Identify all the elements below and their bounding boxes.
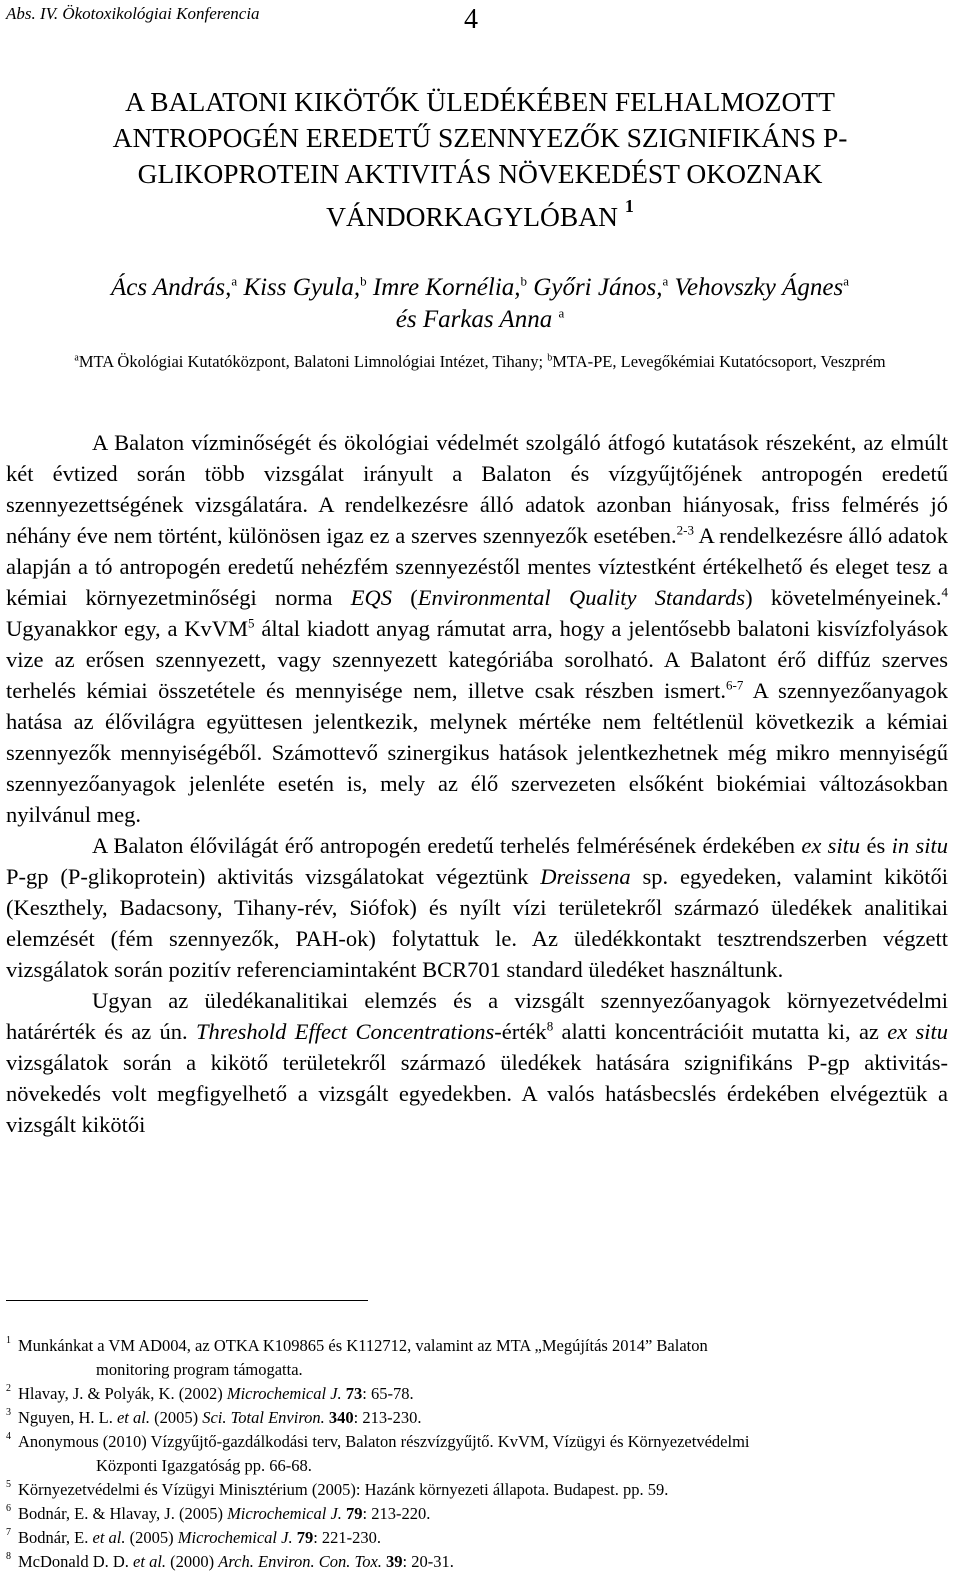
affiliation-a: MTA Ökológiai Kutatóközpont, Balatoni Limnológiai Intézet, Tihany; bbox=[78, 352, 544, 371]
citation-mark: 5 bbox=[248, 615, 255, 631]
footnote-text: Környezetvédelmi és Vízügyi Minisztérium (2005): Hazánk környezeti állapota. Budapest. pp. 59. bbox=[18, 1480, 669, 1499]
citation-pages: : 20-31. bbox=[402, 1552, 454, 1571]
citation-pages: : 213-230. bbox=[353, 1408, 422, 1427]
citation-volume: 79 bbox=[292, 1528, 314, 1547]
footnote-number: 1 bbox=[6, 1335, 11, 1346]
italic-term: ex situ bbox=[887, 1019, 948, 1044]
paragraph-1 bbox=[6, 427, 948, 830]
footnote-number: 8 bbox=[6, 1551, 11, 1562]
author: Ács András, bbox=[111, 274, 232, 301]
footnote-text: Munkánkat a VM AD004, az OTKA K109865 és K112712, valamint az MTA „Megújítás 2014” Balaton bbox=[18, 1336, 708, 1355]
footnote-8 bbox=[6, 1550, 946, 1574]
text-run: ) követelményeinek. bbox=[745, 585, 942, 610]
affiliations bbox=[18, 351, 942, 373]
author-affiliation-mark: b bbox=[520, 273, 528, 289]
author-affiliation-mark: b bbox=[360, 273, 367, 289]
title-footnote-mark: 1 bbox=[624, 196, 634, 216]
author-affiliation-mark: a bbox=[662, 273, 669, 289]
abstract-body bbox=[6, 427, 948, 1140]
citation-mark: 4 bbox=[941, 584, 948, 600]
text-run: által kiadott anyag rámutat arra, hogy a jelentősebb balatoni kisvízfolyások vize az erősen szennyezett, vagy szennyezett kategóriába sorolható. A Balatont érő diffúz szerves terhelés kémiai összetétele és mennyisége nem, illetve csak részben ismert. bbox=[6, 616, 948, 703]
text-run: A szennyezőanyagok hatása az élővilágra együttesen jelentkezik, melynek mértéke nem feltétlenül következik a kémiai szennyezők mennyiségéből. Számottevő szinergikus hatások jelentkezhetnek még mikro mennyiségű szennyezőanyagok jelenléte esetén is, mely az élő szervezeten elsőként biokémiai változásokban nyilvánul meg. bbox=[6, 678, 948, 827]
citation-pages: : 221-230. bbox=[313, 1528, 382, 1547]
citation-pages: : 213-220. bbox=[362, 1504, 431, 1523]
text-run: alatti koncentrációit mutatta ki, az bbox=[553, 1019, 888, 1044]
footnote-number: 5 bbox=[6, 1479, 11, 1490]
citation-journal: Microchemical J. bbox=[226, 1384, 342, 1403]
citation-etal: et al. bbox=[116, 1408, 150, 1427]
citation-authors: Bodnár, E. & Hlavay, J. (2005) bbox=[18, 1504, 228, 1523]
author-affiliation-mark: a bbox=[231, 273, 238, 289]
citation-authors: Nguyen, H. L. bbox=[18, 1408, 117, 1427]
footnote-6 bbox=[6, 1502, 946, 1526]
eqs-fullname: Environmental Quality Standards bbox=[417, 585, 746, 610]
citation-etal: et al. bbox=[133, 1552, 167, 1571]
title-text: A BALATONI KIKÖTŐK ÜLEDÉKÉBEN FELHALMOZOTT ANTROPOGÉN EREDETŰ SZENNYEZŐK SZIGNIFIKÁNS P-GLIKOPROTEIN AKTIVITÁS NÖVEKEDÉST OKOZNAK VÁNDORKAGYLÓBAN bbox=[112, 86, 848, 233]
text-run: és bbox=[860, 833, 892, 858]
text-run: Ugyan az üledékanalitikai elemzés és a vizsgált szennyezőanyagok környezetvédelmi határérték és az ún. bbox=[6, 988, 948, 1044]
footnote-4 bbox=[6, 1430, 946, 1478]
footnote-5 bbox=[6, 1478, 946, 1502]
author-affiliation-mark: a bbox=[843, 273, 849, 289]
footnote-3 bbox=[6, 1406, 946, 1430]
text-run: sp. egyedeken, valamint kikötői (Keszthely, Badacsony, Tihany-rév, Siófok) és nyílt vízi területekről származó üledékek analitikai elemzését (fém szennyezők, PAH-ok) folytattuk le. Az üledékkontakt tesztrendszerben végzett vizsgálatok során pozitív referenciamintaként BCR701 standard üledéket használtunk. bbox=[6, 864, 949, 982]
footnotes bbox=[6, 1334, 946, 1574]
citation-authors: Bodnár, E. bbox=[18, 1528, 93, 1547]
paragraph-2 bbox=[6, 830, 948, 985]
citation-etal: et al. bbox=[92, 1528, 126, 1547]
text-run: A rendelkezésre álló adatok alapján a tó antropogén eredetű nehézfém szennyezéstől mentes víztestként értékelhető és eleget tesz a kémiai környezetminőségi norma bbox=[6, 523, 948, 610]
eqs-abbreviation: EQS bbox=[350, 585, 392, 610]
text-run: P-gp (P-glikoprotein) aktivitás vizsgálatokat végeztünk bbox=[6, 864, 541, 889]
citation-volume: 39 bbox=[381, 1552, 403, 1571]
citation-authors: Hlavay, J. & Polyák, K. (2002) bbox=[18, 1384, 227, 1403]
footnote-text-continued: monitoring program támogatta. bbox=[96, 1360, 303, 1379]
citation-year: (2000) bbox=[166, 1552, 219, 1571]
italic-term: ex situ bbox=[801, 833, 861, 858]
species-name: Dreissena bbox=[540, 864, 631, 889]
page-number: 4 bbox=[464, 4, 478, 35]
footnote-1 bbox=[6, 1334, 946, 1382]
text-run: -érték bbox=[494, 1019, 547, 1044]
author: Győri János, bbox=[533, 274, 663, 301]
footnote-number: 2 bbox=[6, 1383, 11, 1394]
citation-mark: 2-3 bbox=[676, 522, 694, 538]
affiliation-mark: b bbox=[547, 352, 553, 364]
footnote-number: 3 bbox=[6, 1407, 11, 1418]
citation-mark: 8 bbox=[546, 1018, 554, 1034]
citation-journal: Arch. Environ. Con. Tox. bbox=[218, 1552, 382, 1571]
citation-journal: Sci. Total Environ. bbox=[202, 1408, 325, 1427]
author: Imre Kornélia, bbox=[372, 274, 521, 301]
citation-volume: 340 bbox=[324, 1408, 354, 1427]
italic-term: Threshold Effect Concentrations bbox=[195, 1019, 495, 1044]
author-conjunction: és bbox=[395, 306, 417, 333]
citation-year: (2005) bbox=[149, 1408, 203, 1427]
citation-volume: 79 bbox=[341, 1504, 363, 1523]
citation-authors: McDonald D. D. bbox=[18, 1552, 134, 1571]
text-run: vizsgálatok során a kikötő területekről származó üledékek hatására szignifikáns P-gp aktivitás-növekedés volt megfigyelhető a vizsgált egyedekben. A valós hatásbecslés érdekében elvégeztük a vizsgált kikötői bbox=[6, 1050, 948, 1137]
citation-year: (2005) bbox=[125, 1528, 178, 1547]
footnote-text: Anonymous (2010) Vízgyűjtő-gazdálkodási terv, Balaton részvízgyűjtő. KvVM, Vízügyi és Környezetvédelmi bbox=[18, 1432, 750, 1451]
text-run: A Balaton élővilágát érő antropogén eredetű terhelés felmérésének érdekében bbox=[92, 833, 802, 858]
footnote-text-continued: Központi Igazgatóság pp. 66-68. bbox=[96, 1456, 312, 1475]
citation-pages: : 65-78. bbox=[362, 1384, 414, 1403]
citation-journal: Microchemical J. bbox=[227, 1504, 342, 1523]
running-header: Abs. IV. Ökotoxikológiai Konferencia bbox=[6, 4, 260, 23]
author-list bbox=[20, 272, 940, 336]
affiliation-b: MTA-PE, Levegőkémiai Kutatócsoport, Veszprém bbox=[552, 352, 886, 371]
footnote-number: 6 bbox=[6, 1503, 11, 1514]
author: Farkas Anna bbox=[422, 306, 553, 333]
footnote-7 bbox=[6, 1526, 946, 1550]
author: Vehovszky Ágnes bbox=[674, 274, 844, 301]
affiliation-mark: a bbox=[74, 352, 79, 364]
paragraph-3 bbox=[6, 985, 948, 1140]
text-run: ( bbox=[392, 585, 418, 610]
footnote-separator bbox=[6, 1300, 368, 1301]
citation-mark: 6-7 bbox=[726, 677, 744, 693]
text-run: A Balaton vízminőségét és ökológiai védelmét szolgáló átfogó kutatások részeként, az elmúlt két évtized során több vizsgálat irányult a Balaton és vízgyűjtőjének antropogén eredetű szennyezettségének vizsgálatára. A rendelkezésre álló adatok azonban hiányosak, friss felmérés jó néhány éve nem történt, különösen igaz ez a szerves szennyezők esetében. bbox=[6, 430, 948, 548]
footnote-2 bbox=[6, 1382, 946, 1406]
author: Kiss Gyula, bbox=[243, 274, 361, 301]
citation-journal: Microchemical J. bbox=[177, 1528, 293, 1547]
citation-volume: 73 bbox=[341, 1384, 363, 1403]
article-title bbox=[60, 84, 900, 235]
footnote-number: 4 bbox=[6, 1431, 11, 1442]
text-run: Ugyanakkor egy, a KvVM bbox=[6, 616, 249, 641]
italic-term: in situ bbox=[891, 833, 949, 858]
footnote-number: 7 bbox=[6, 1527, 11, 1538]
author-affiliation-mark: a bbox=[558, 305, 565, 321]
